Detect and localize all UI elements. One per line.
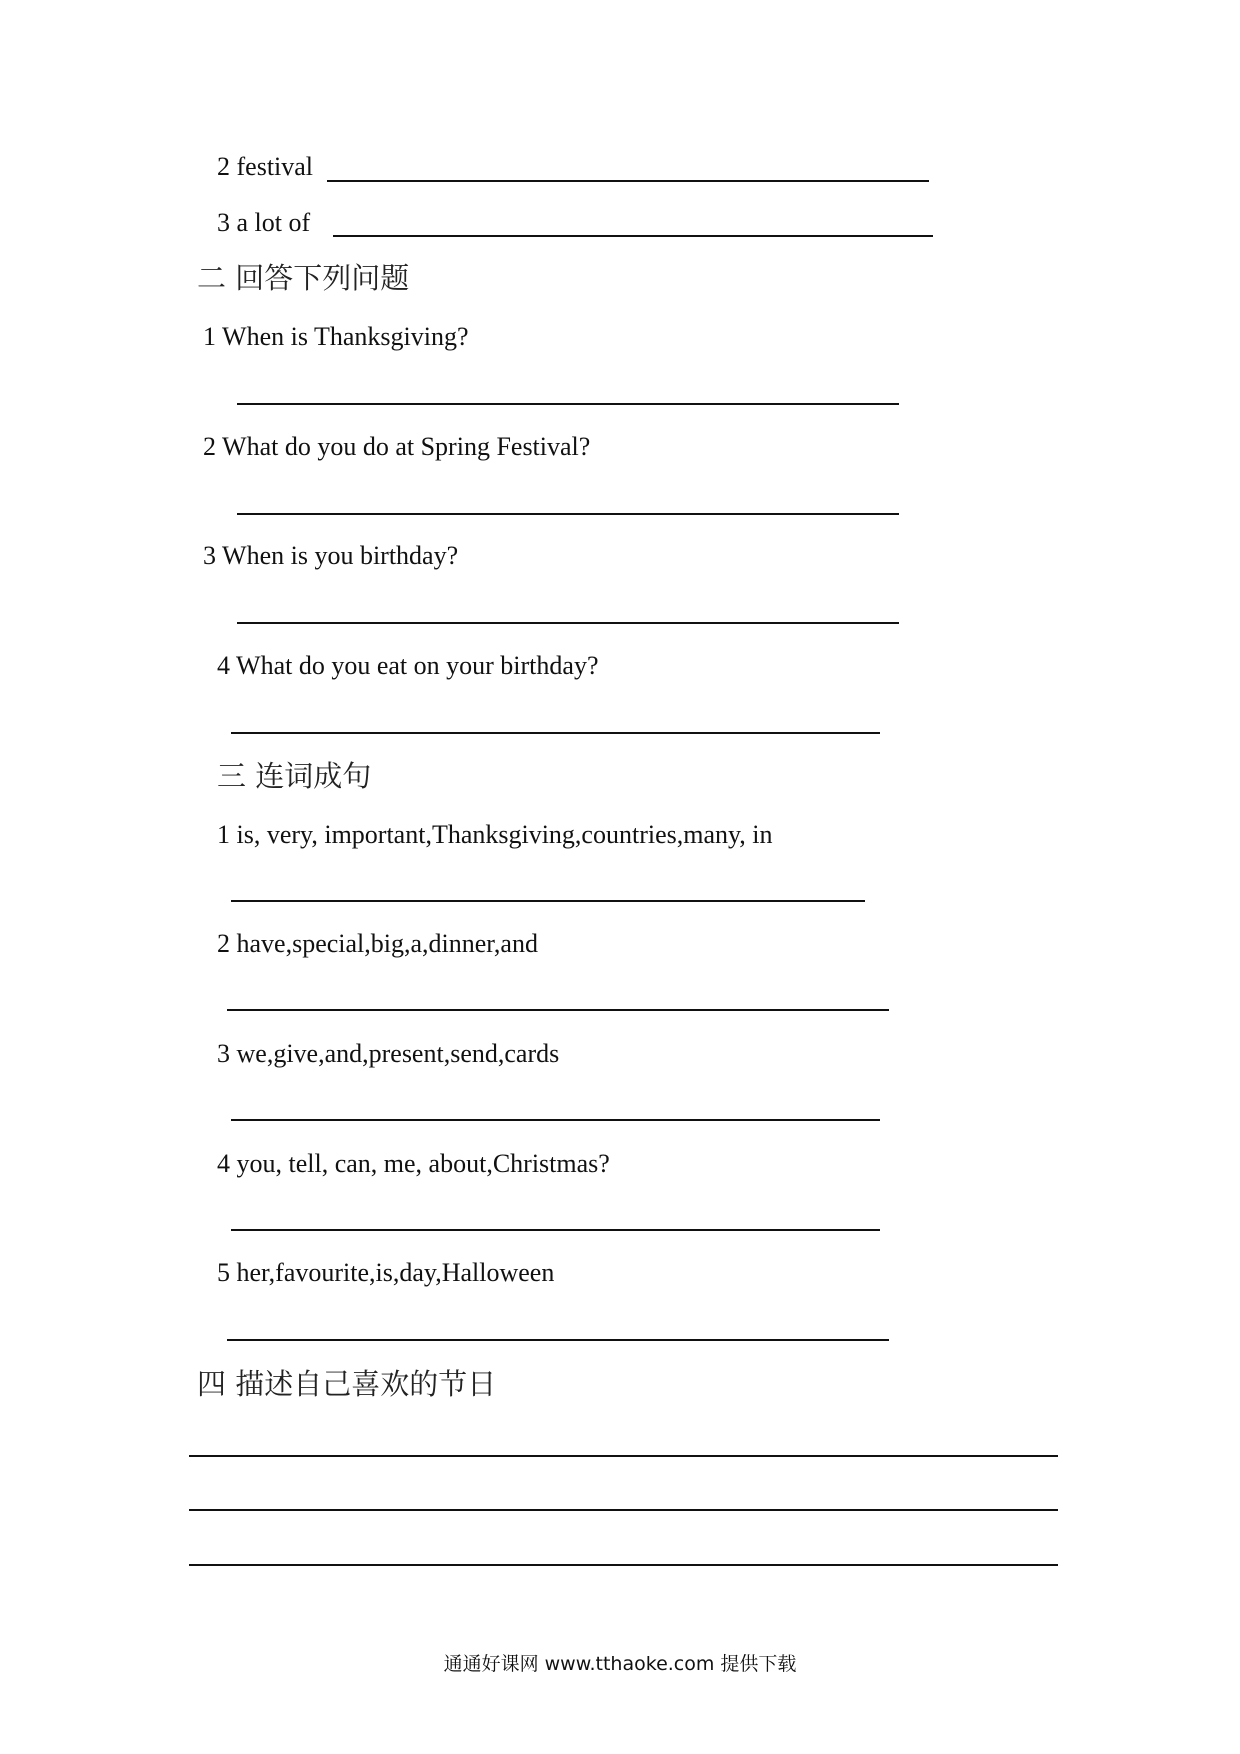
vocab-item-3: 3 a lot of	[217, 208, 311, 237]
question-4: 4 What do you eat on your birthday?	[217, 651, 599, 680]
sentence-item-5: 5 her,favourite,is,day,Halloween	[217, 1258, 555, 1287]
section-heading-sentence-building: 三 连词成句	[217, 759, 372, 793]
question-3: 3 When is you birthday?	[203, 541, 459, 570]
answer-line-vocab-3[interactable]	[333, 235, 933, 237]
question-2: 2 What do you do at Spring Festival?	[203, 432, 591, 461]
answer-line-question-3[interactable]	[237, 622, 899, 624]
answer-line-sentence-4[interactable]	[231, 1229, 880, 1231]
question-1: 1 When is Thanksgiving?	[203, 322, 469, 351]
writing-line-1[interactable]	[189, 1455, 1058, 1457]
answer-line-question-2[interactable]	[237, 513, 899, 515]
section-heading-answer-questions: 二 回答下列问题	[197, 261, 410, 295]
answer-line-sentence-2[interactable]	[227, 1009, 889, 1011]
section-heading-describe-festival: 四 描述自己喜欢的节日	[197, 1367, 497, 1401]
writing-line-3[interactable]	[189, 1564, 1058, 1566]
writing-line-2[interactable]	[189, 1509, 1058, 1511]
footer-source-text: 通通好课网 www.tthaoke.com 提供下载	[443, 1653, 797, 1675]
answer-line-sentence-1[interactable]	[231, 900, 865, 902]
sentence-item-3: 3 we,give,and,present,send,cards	[217, 1039, 560, 1068]
answer-line-question-1[interactable]	[237, 403, 899, 405]
sentence-item-1: 1 is, very, important,Thanksgiving,countries,many, in	[217, 820, 773, 849]
answer-line-vocab-2[interactable]	[327, 180, 929, 182]
vocab-item-2: 2 festival	[217, 152, 314, 181]
answer-line-sentence-3[interactable]	[231, 1119, 880, 1121]
answer-line-sentence-5[interactable]	[227, 1339, 889, 1341]
sentence-item-2: 2 have,special,big,a,dinner,and	[217, 929, 538, 958]
answer-line-question-4[interactable]	[231, 732, 880, 734]
sentence-item-4: 4 you, tell, can, me, about,Christmas?	[217, 1149, 610, 1178]
